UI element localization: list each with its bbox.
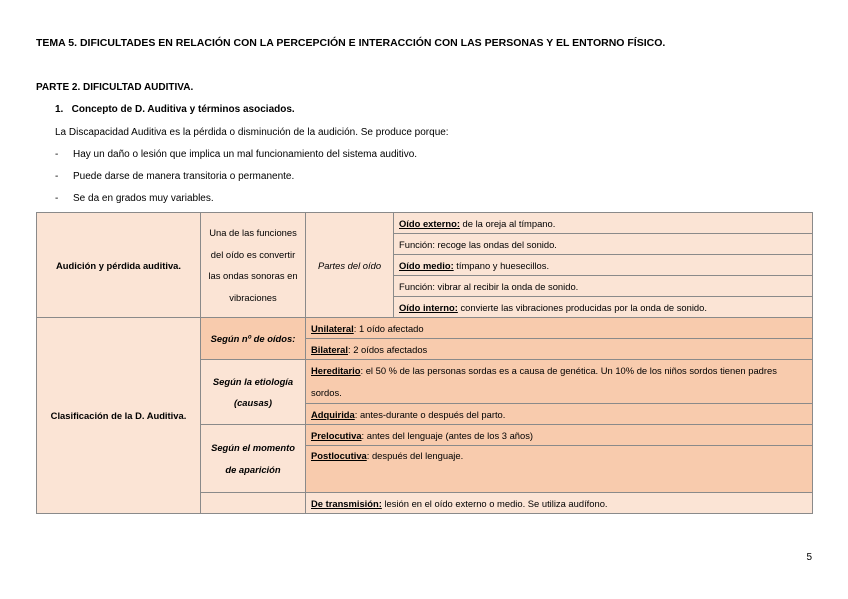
prelocutiva-term: Prelocutiva — [311, 429, 362, 441]
audicion-description: Una de las funciones del oído es convertir las ondas sonoras en vibraciones — [201, 213, 306, 318]
oido-medio-funcion: Función: vibrar al recibir la onda de sonido. — [394, 276, 813, 297]
oido-medio-cell — [394, 255, 813, 276]
prelocutiva-text: : antes del lenguaje (antes de los 3 años) — [361, 429, 534, 441]
oido-medio-text: tímpano y huesecillos. — [453, 259, 550, 271]
adquirida-term: Adquirida — [311, 408, 355, 420]
partes-label: Partes del oído — [306, 213, 394, 318]
hereditario-term: Hereditario — [311, 365, 361, 376]
bullet-text: Puede darse de manera transitoria o permanente. — [73, 171, 295, 182]
postlocutiva-text: : después del lenguaje. — [366, 450, 464, 461]
postlocutiva-term: Postlocutiva — [311, 450, 367, 461]
hereditario-text: : el 50 % de las personas sordas es a causa de genética. Un 10% de los niños sordos tienen padres sordos. — [311, 365, 777, 398]
page-number: 5 — [806, 552, 812, 563]
bullet-dash: - — [55, 149, 59, 160]
bilateral-term: Bilateral — [311, 343, 348, 355]
transmision-cell — [306, 493, 813, 514]
postlocutiva-cell — [306, 446, 813, 493]
table-row — [37, 213, 813, 234]
segun-etiologia-label: Según la etiología (causas) — [201, 360, 306, 425]
hereditario-cell — [306, 360, 813, 404]
unilateral-cell — [306, 318, 813, 339]
transmision-text: lesión en el oído externo o medio. Se utiliza audífono. — [381, 497, 608, 509]
bullet-item — [55, 171, 294, 182]
intro-paragraph: La Discapacidad Auditiva es la pérdida o disminución de la audición. Se produce porque: — [55, 127, 449, 138]
bullet-dash: - — [55, 171, 59, 182]
audicion-label: Audición y pérdida auditiva. — [37, 213, 201, 318]
clasificacion-label: Clasificación de la D. Auditiva. — [37, 318, 201, 514]
bilateral-cell — [306, 339, 813, 360]
oido-medio-term: Oído medio: — [399, 259, 454, 271]
bullet-item — [55, 193, 214, 204]
classification-table — [36, 212, 813, 514]
adquirida-text: : antes-durante o después del parto. — [354, 408, 506, 420]
oido-externo-cell — [394, 213, 813, 234]
bullet-text: Hay un daño o lesión que implica un mal funcionamiento del sistema auditivo. — [73, 149, 418, 160]
oido-interno-cell — [394, 297, 813, 318]
unilateral-term: Unilateral — [311, 322, 354, 334]
oido-interno-term: Oído interno: — [399, 301, 458, 313]
unilateral-text: : 1 oído afectado — [353, 322, 424, 334]
bullet-dash: - — [55, 193, 59, 204]
section-heading: 1. Concepto de D. Auditiva y términos asociados. — [55, 104, 295, 115]
document-title: TEMA 5. DIFICULTADES EN RELACIÓN CON LA PERCEPCIÓN E INTERACCIÓN CON LAS PERSONAS Y EL ENTORNO FÍSICO. — [36, 37, 666, 49]
prelocutiva-cell — [306, 425, 813, 446]
oido-externo-funcion: Función: recoge las ondas del sonido. — [394, 234, 813, 255]
table-row — [37, 318, 813, 339]
transmision-term: De transmisión: — [311, 497, 382, 509]
bullet-text: Se da en grados muy variables. — [73, 193, 214, 204]
oido-interno-text: convierte las vibraciones producidas por la onda de sonido. — [457, 301, 707, 313]
bilateral-text: : 2 oídos afectados — [348, 343, 428, 355]
segun-oidos-label: Según nº de oídos: — [201, 318, 306, 360]
part-title: PARTE 2. DIFICULTAD AUDITIVA. — [36, 82, 194, 93]
oido-externo-text: de la oreja al tímpano. — [459, 217, 556, 229]
adquirida-cell — [306, 404, 813, 425]
oido-externo-term: Oído externo: — [399, 217, 460, 229]
segun-momento-label: Según el momento de aparición — [201, 425, 306, 493]
empty-cell — [201, 493, 306, 514]
bullet-item — [55, 149, 417, 160]
